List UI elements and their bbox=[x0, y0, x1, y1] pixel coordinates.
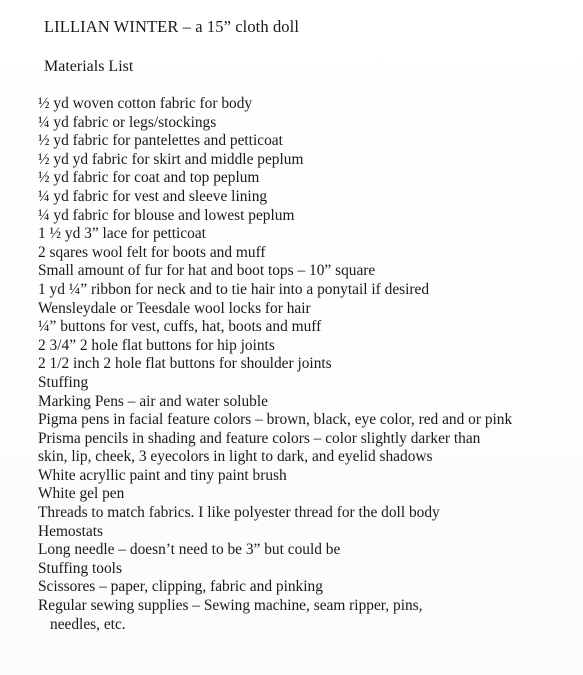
materials-list-item: Small amount of fur for hat and boot tops – 10” square bbox=[38, 262, 376, 280]
materials-list bbox=[38, 95, 512, 634]
materials-list-item: ¼ yd fabric or legs/stockings bbox=[38, 113, 217, 131]
materials-list-item: White gel pen bbox=[38, 485, 125, 503]
materials-list-item: ¼ yd fabric for blouse and lowest peplum bbox=[38, 206, 295, 224]
materials-list-item: Stuffing bbox=[38, 373, 89, 391]
materials-list-item: Hemostats bbox=[38, 522, 103, 540]
materials-list-item: 2 3/4” 2 hole flat buttons for hip joints bbox=[38, 336, 275, 354]
materials-list-item: Marking Pens – air and water soluble bbox=[38, 392, 268, 410]
materials-list-item: 2 1/2 inch 2 hole flat buttons for shoulder joints bbox=[38, 355, 332, 373]
materials-list-item: ¼ yd fabric for vest and sleeve lining bbox=[38, 187, 268, 205]
materials-list-item: 2 sqares wool felt for boots and muff bbox=[38, 243, 266, 261]
materials-list-item: ¼” buttons for vest, cuffs, hat, boots and muff bbox=[38, 318, 322, 336]
materials-list-item: 1 yd ¼” ribbon for neck and to tie hair into a ponytail if desired bbox=[38, 280, 430, 298]
materials-list-item: Threads to match fabrics. I like polyester thread for the doll body bbox=[38, 504, 440, 522]
materials-list-item-continuation: skin, lip, cheek, 3 eyecolors in light to dark, and eyelid shadows bbox=[38, 448, 433, 466]
materials-list-item: Long needle – doesn’t need to be 3” but could be bbox=[38, 541, 341, 559]
materials-list-item: 1 ½ yd 3” lace for petticoat bbox=[38, 225, 206, 243]
materials-list-item: Stuffing tools bbox=[38, 559, 122, 577]
materials-list-item: ½ yd yd fabric for skirt and middle peplum bbox=[38, 150, 304, 168]
materials-list-item: Pigma pens in facial feature colors – brown, black, eye color, red and or pink bbox=[38, 411, 513, 429]
materials-list-heading: Materials List bbox=[44, 58, 134, 75]
materials-list-item: Wensleydale or Teesdale wool locks for hair bbox=[38, 299, 311, 317]
document-title: LILLIAN WINTER – a 15” cloth doll bbox=[44, 17, 300, 36]
materials-list-item: White acryllic paint and tiny paint brush bbox=[38, 466, 287, 484]
materials-list-item: ½ yd woven cotton fabric for body bbox=[38, 95, 253, 112]
materials-list-item: Scissores – paper, clipping, fabric and pinking bbox=[38, 578, 323, 596]
materials-list-item: Regular sewing supplies – Sewing machine, seam ripper, pins, bbox=[38, 597, 423, 615]
materials-list-item-continuation: needles, etc. bbox=[50, 615, 126, 633]
materials-list-item: ½ yd fabric for coat and top peplum bbox=[38, 169, 260, 187]
materials-list-item: ½ yd fabric for pantelettes and petticoat bbox=[38, 132, 283, 150]
materials-list-item: Prisma pencils in shading and feature colors – color slightly darker than bbox=[38, 429, 481, 447]
